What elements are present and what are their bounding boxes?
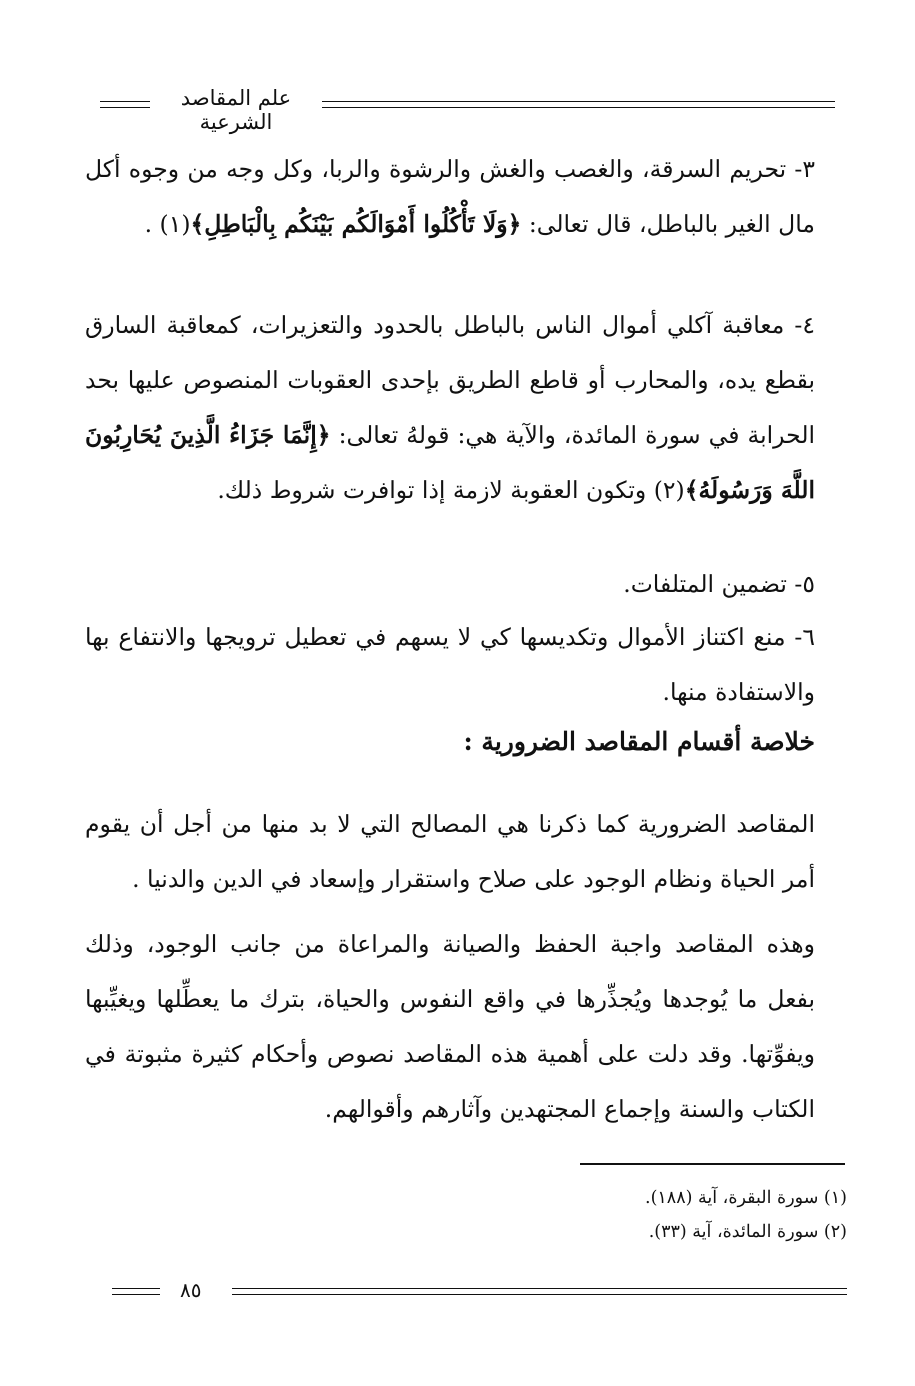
header-rule-left-bottom (100, 107, 150, 108)
footer-rule-right-top (232, 1288, 847, 1289)
header-rule-right-bottom (322, 107, 835, 108)
page-number: ٨٥ (180, 1278, 202, 1302)
list-item-3 (85, 142, 815, 252)
header-rule-right-top (322, 101, 835, 102)
running-header-title: علم المقاصد الشرعية (180, 86, 292, 134)
list-item-6 (85, 610, 815, 720)
section-heading: خلاصة أقسام المقاصد الضرورية : (463, 727, 815, 756)
footnote-separator (580, 1163, 845, 1165)
footer-rule-right-bottom (232, 1294, 847, 1295)
list-item-3-tail: (١) . (144, 210, 191, 238)
footnote-1: (١) سورة البقرة، آية (١٨٨). (645, 1188, 847, 1208)
footer-rule-left-bottom (112, 1294, 160, 1295)
quran-verse-2: ﴿إِنَّمَا جَزَاءُ الَّذِينَ يُحَارِبُونَ اللَّهَ وَرَسُولَهُ﴾ (85, 421, 815, 504)
header-rule-left-top (100, 101, 150, 102)
section-paragraph-1: المقاصد الضرورية كما ذكرنا هي المصالح التي لا بد منها من أجل أن يقوم أمر الحياة ونظام الوجود على صلاح واستقرار وإسعاد في الدين والدنيا . (85, 810, 815, 893)
list-item-5-text: ٥- تضمين المتلفات. (623, 570, 815, 598)
footer-rule-left-top (112, 1288, 160, 1289)
list-item-4-text: ٤- معاقبة آكلي أموال الناس بالباطل بالحدود والتعزيرات، كمعاقبة السارق بقطع يده، والمحارب أو قاطع الطريق بإحدى العقوبات المنصوص عليها بحد الحرابة في سورة المائدة، والآية هي: قولهُ تعالى: (85, 311, 816, 449)
quran-verse-1: ﴿وَلَا تَأْكُلُوا أَمْوَالَكُم بَيْنَكُم بِالْبَاطِلِ﴾ (190, 210, 522, 238)
list-item-5 (85, 557, 815, 612)
list-item-6-text: ٦- منع اكتناز الأموال وتكديسها كي لا يسهم في تعطيل ترويجها والانتفاع بها والاستفادة منها. (85, 623, 815, 706)
list-item-4 (85, 298, 815, 518)
list-item-4-tail: (٢) وتكون العقوبة لازمة إذا توافرت شروط ذلك. (217, 476, 685, 504)
section-paragraph-2: وهذه المقاصد واجبة الحفظ والصيانة والمراعاة من جانب الوجود، وذلك بفعل ما يُوجدها ويُجذِّرها في واقع النفوس والحياة، بترك ما يعطِّلها ويغيِّبها ويفوِّتها. وقد دلت على أهمية هذه المقاصد نصوص وأحكام كثيرة مثبوتة في الكتاب والسنة وإجماع المجتهدين وآثارهم وأقوالهم. (85, 930, 815, 1123)
footnote-2: (٢) سورة المائدة، آية (٣٣). (648, 1222, 847, 1242)
list-item-3-text: ٣- تحريم السرقة، والغصب والغش والرشوة والربا، وكل وجه من وجوه أكل مال الغير بالباطل، قال تعالى: (85, 155, 815, 238)
